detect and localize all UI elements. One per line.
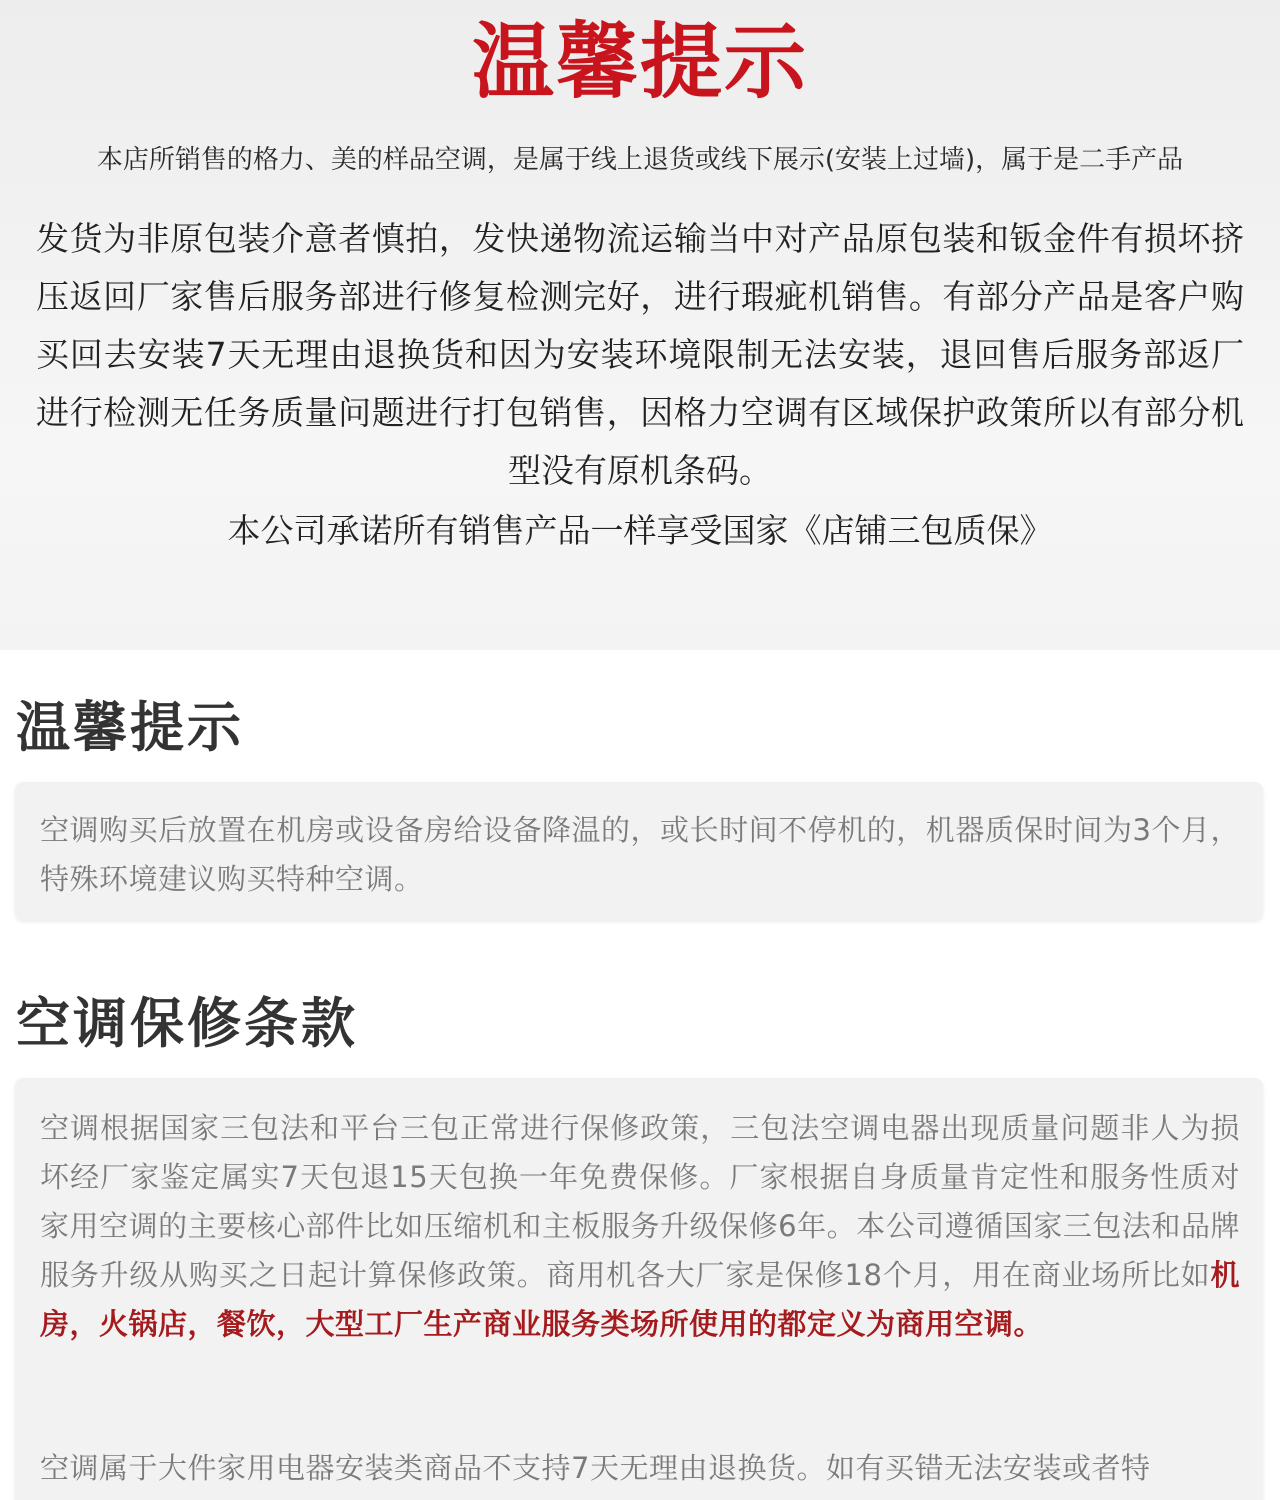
top-notice-banner [0,0,1280,650]
notice-card [15,782,1263,920]
notice-card-text: 空调购买后放置在机房或设备房给设备降温的，或长时间不停机的，机器质保时间为3个月，特殊环境建议购买特种空调。 [40,813,1240,896]
banner-promise-text: 本公司承诺所有销售产品一样享受国家《店铺三包质保》 [227,511,1053,550]
banner-subline: 本店所销售的格力、美的样品空调，是属于线上退货或线下展示(安装上过墙)，属于是二手产品 [96,145,1184,175]
warranty-paragraph-1-text: 空调根据国家三包法和平台三包正常进行保修政策，三包法空调电器出现质量问题非人为损坏经厂家鉴定属实7天包退15天包换一年免费保修。厂家根据自身质量肯定性和服务性质对家用空调的主要核心部件比如压缩机和主板服务升级保修6年。本公司遵循国家三包法和品牌服务升级从购买之日起计算保修政策。商用机各大厂家是保修18个月，用在商业场所比如 [40,1111,1240,1292]
warranty-paragraph-2: 空调属于大件家用电器安装类商品不支持7天无理由退换货。如有买错无法安装或者特 [40,1451,1151,1485]
notice-section-title: 温馨提示 [16,696,244,759]
warranty-section-title: 空调保修条款 [16,992,358,1055]
warranty-paragraph-1 [40,1104,1240,1349]
banner-title: 温馨提示 [471,15,808,110]
banner-body-text: 发货为非原包装介意者慎拍，发快递物流运输当中对产品原包装和钣金件有损坏挤压返回厂家售后服务部进行修复检测完好，进行瑕疵机销售。有部分产品是客户购买回去安装7天无理由退换货和因为安装环境限制无法安装，退回售后服务部返厂进行检测无任务质量问题进行打包销售，因格力空调有区域保护政策所以有部分机型没有原机条码。 [36,219,1244,490]
warranty-card [15,1078,1263,1500]
commercial-definition-highlight: 机房，火锅店，餐饮，大型工厂生产商业服务类场所使用的都定义为商用空调。 [40,1258,1240,1341]
